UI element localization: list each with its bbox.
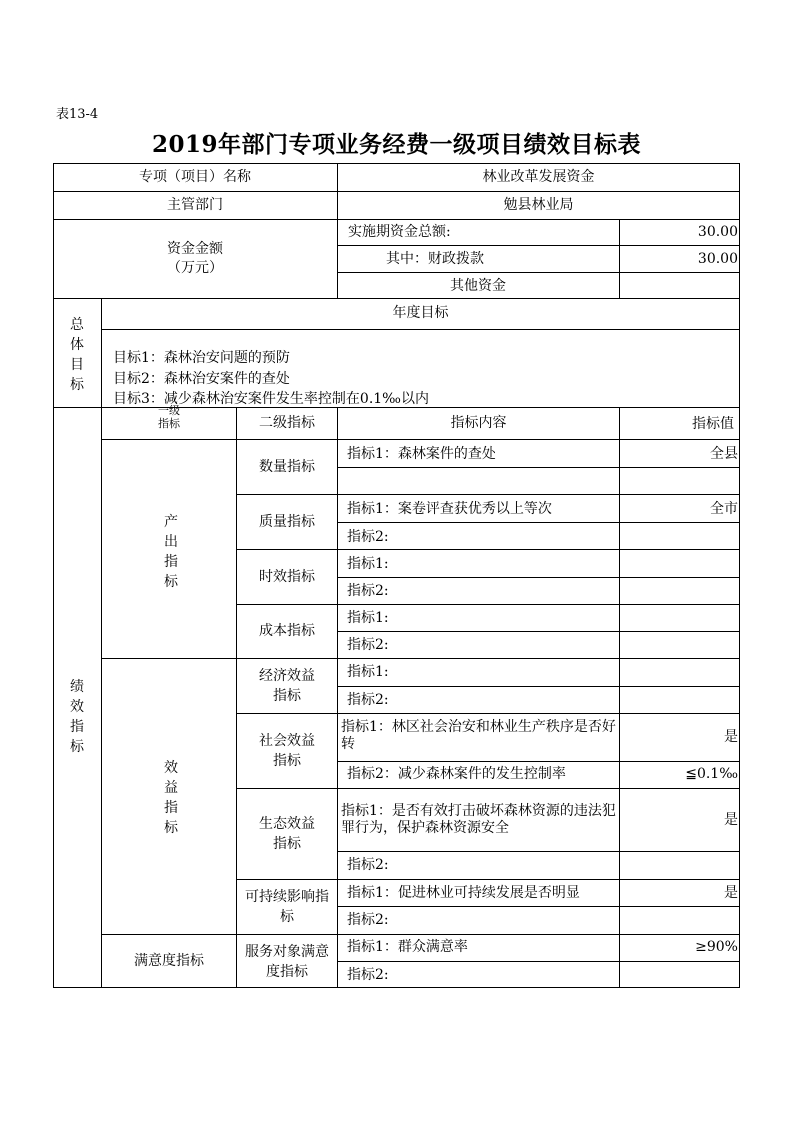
- divider: [101, 658, 740, 659]
- goal-3: 目标3：减少森林治安案件发生率控制在0.1‰以内: [113, 391, 429, 407]
- timeliness-indicator-1: 指标1:: [347, 556, 389, 572]
- quality-label: 质量指标: [259, 513, 315, 530]
- divider: [337, 245, 740, 246]
- quantity-label: 数量指标: [259, 458, 315, 475]
- total-label: 实施期资金总额:: [348, 224, 451, 240]
- dept-label: 主管部门: [167, 197, 223, 213]
- cost-indicator-2: 指标2:: [347, 637, 389, 653]
- table-number: 表13-4: [56, 107, 99, 122]
- head-level1: [102, 404, 236, 430]
- divider: [337, 522, 740, 523]
- economic-label-text: 经济效益指标: [259, 668, 315, 704]
- ecological-value-1: 是: [724, 812, 738, 828]
- overall-side-label: 总体目标: [70, 317, 84, 393]
- total-value: 30.00: [697, 224, 738, 240]
- timeliness-label: 时效指标: [259, 568, 315, 585]
- social-value-1: 是: [724, 729, 738, 745]
- sustainable-indicator-1: 指标1：促进林业可持续发展是否明显: [347, 885, 580, 901]
- project-name-label: 专项（项目）名称: [139, 169, 251, 185]
- sustainable-value-1: 是: [724, 885, 738, 901]
- page-title: 2019年部门专项业务经费一级项目绩效目标表: [151, 131, 641, 158]
- social-label-text: 社会效益指标: [259, 733, 315, 769]
- service-label: [237, 935, 337, 988]
- other-label: 其他资金: [450, 277, 506, 294]
- project-name-value: 林业改革发展资金: [482, 169, 595, 185]
- service-value-1: ≥90%: [695, 939, 738, 955]
- social-label: [237, 714, 337, 788]
- divider: [619, 440, 620, 988]
- fiscal-value: 30.00: [697, 251, 738, 267]
- funds-label: 资金金额: [167, 240, 223, 257]
- divider: [101, 439, 740, 440]
- service-indicator-2: 指标2:: [347, 967, 389, 983]
- economic-indicator-2: 指标2:: [347, 692, 389, 708]
- cost-indicator-1: 指标1:: [347, 610, 389, 626]
- fiscal-label: 其中：财政拨款: [386, 251, 484, 267]
- head-value: 指标值: [692, 416, 734, 432]
- divider: [337, 906, 740, 907]
- output-label: 产出指标: [164, 514, 178, 590]
- quality-indicator-1: 指标1：案卷评查获优秀以上等次: [347, 501, 552, 517]
- overall-header: 年度目标: [392, 305, 449, 321]
- service-label-text: 服务对象满意度指标: [245, 943, 329, 980]
- head-level1-text: 一级指标: [158, 404, 180, 430]
- divider: [337, 467, 740, 468]
- divider: [337, 631, 740, 632]
- quality-value-1: 全市: [710, 501, 738, 517]
- sustainable-label-text: 可持续影响指标: [245, 889, 329, 925]
- social-indicator-1: 指标1：林区社会治安和林业生产秩序是否好转: [341, 719, 616, 752]
- indicators-side-label: 绩效指标: [70, 679, 84, 755]
- social-value-2: ≦0.1‰: [685, 766, 738, 782]
- cost-label: 成本指标: [259, 623, 315, 639]
- timeliness-indicator-2: 指标2:: [347, 583, 389, 599]
- economic-label: [237, 659, 337, 713]
- divider: [619, 407, 620, 440]
- funds-unit: （万元）: [167, 259, 223, 276]
- divider: [337, 961, 740, 962]
- ecological-label-text: 生态效益指标: [259, 816, 315, 852]
- divider: [337, 577, 740, 578]
- quality-indicator-2: 指标2:: [347, 529, 389, 545]
- divider: [337, 851, 740, 852]
- goal-2: 目标2：森林治安案件的查处: [113, 371, 290, 387]
- sustainable-label: [237, 880, 337, 934]
- economic-indicator-1: 指标1:: [347, 664, 389, 680]
- quantity-indicator-1: 指标1：森林案件的查处: [347, 446, 496, 462]
- satisfaction-label: 满意度指标: [134, 953, 204, 969]
- head-level2: 二级指标: [259, 414, 315, 431]
- divider: [337, 686, 740, 687]
- divider: [337, 761, 740, 762]
- goal-1: 目标1：森林治安问题的预防: [113, 350, 290, 366]
- dept-value: 勉县林业局: [503, 197, 574, 213]
- service-indicator-1: 指标1：群众满意率: [347, 939, 468, 955]
- social-indicator-2: 指标2：减少森林案件的发生控制率: [347, 766, 566, 782]
- sustainable-indicator-2: 指标2:: [347, 912, 389, 928]
- ecological-indicator-1: 指标1：是否有效打击破坏森林资源的违法犯罪行为，保护森林资源安全: [341, 803, 616, 836]
- head-content: 指标内容: [450, 414, 507, 431]
- ecological-label: [237, 789, 337, 879]
- ecological-indicator-2: 指标2:: [347, 857, 389, 873]
- quantity-value-1: 全县: [710, 446, 738, 462]
- benefit-label: 效益指标: [164, 760, 178, 836]
- divider: [101, 407, 102, 988]
- divider: [101, 329, 740, 330]
